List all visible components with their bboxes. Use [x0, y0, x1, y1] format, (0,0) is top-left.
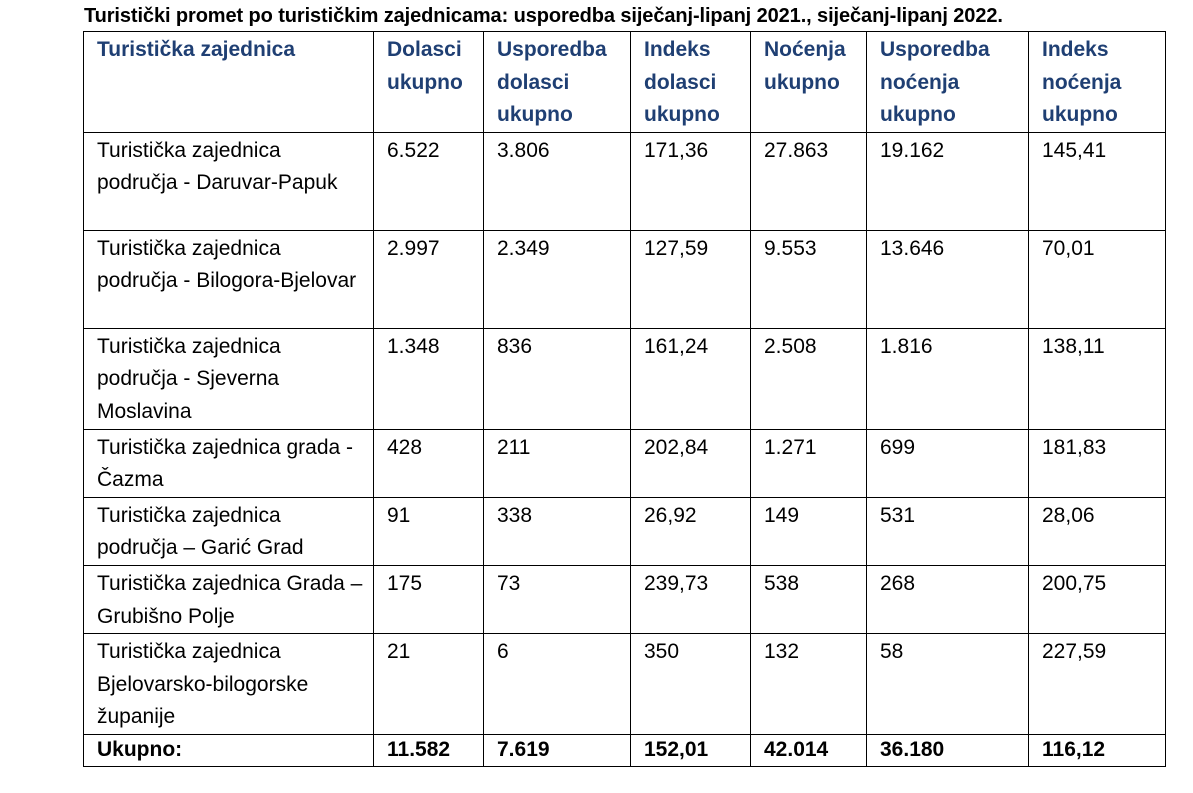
total-indeks-dolasci: 152,01 — [631, 734, 751, 766]
total-usporedba-dolasci: 7.619 — [484, 734, 631, 766]
total-indeks-nocenja: 116,12 — [1029, 734, 1166, 766]
cell-dolasci: 21 — [374, 634, 484, 735]
cell-dolasci: 6.522 — [374, 132, 484, 230]
cell-usporedba-dolasci: 338 — [484, 497, 631, 565]
cell-indeks-nocenja: 227,59 — [1029, 634, 1166, 735]
cell-zajednica: Turistička zajednica područja - Bilogora-Bjelovar — [84, 230, 374, 328]
cell-indeks-dolasci: 161,24 — [631, 328, 751, 429]
cell-indeks-dolasci: 239,73 — [631, 565, 751, 633]
column-header-nocenja: Noćenja ukupno — [751, 32, 867, 133]
column-header-usporedba-dolasci: Usporedba dolasci ukupno — [484, 32, 631, 133]
cell-zajednica: Turistička zajednica grada - Čazma — [84, 429, 374, 497]
cell-usporedba-nocenja: 268 — [867, 565, 1029, 633]
cell-usporedba-nocenja: 531 — [867, 497, 1029, 565]
cell-indeks-dolasci: 171,36 — [631, 132, 751, 230]
total-dolasci: 11.582 — [374, 734, 484, 766]
tourism-table — [83, 31, 1166, 767]
cell-zajednica: Turistička zajednica područja - Sjeverna Moslavina — [84, 328, 374, 429]
table-row — [84, 132, 1166, 230]
cell-nocenja: 538 — [751, 565, 867, 633]
table-row — [84, 328, 1166, 429]
cell-dolasci: 2.997 — [374, 230, 484, 328]
cell-usporedba-dolasci: 211 — [484, 429, 631, 497]
table-row — [84, 429, 1166, 497]
cell-usporedba-nocenja: 13.646 — [867, 230, 1029, 328]
table-total-row — [84, 734, 1166, 766]
table-header-row — [84, 32, 1166, 133]
column-header-dolasci: Dolasci ukupno — [374, 32, 484, 133]
cell-zajednica: Turistička zajednica Grada – Grubišno Polje — [84, 565, 374, 633]
column-header-zajednica: Turistička zajednica — [84, 32, 374, 133]
cell-indeks-nocenja: 145,41 — [1029, 132, 1166, 230]
cell-zajednica: Turistička zajednica područja – Garić Grad — [84, 497, 374, 565]
table-row — [84, 634, 1166, 735]
cell-usporedba-nocenja: 19.162 — [867, 132, 1029, 230]
cell-nocenja: 149 — [751, 497, 867, 565]
cell-dolasci: 91 — [374, 497, 484, 565]
column-header-usporedba-nocenja: Usporedba noćenja ukupno — [867, 32, 1029, 133]
cell-usporedba-dolasci: 73 — [484, 565, 631, 633]
cell-nocenja: 1.271 — [751, 429, 867, 497]
cell-usporedba-dolasci: 6 — [484, 634, 631, 735]
cell-indeks-nocenja: 28,06 — [1029, 497, 1166, 565]
cell-nocenja: 2.508 — [751, 328, 867, 429]
cell-indeks-dolasci: 202,84 — [631, 429, 751, 497]
total-usporedba-nocenja: 36.180 — [867, 734, 1029, 766]
total-label: Ukupno: — [84, 734, 374, 766]
total-nocenja: 42.014 — [751, 734, 867, 766]
cell-indeks-dolasci: 26,92 — [631, 497, 751, 565]
table-row — [84, 230, 1166, 328]
cell-indeks-nocenja: 70,01 — [1029, 230, 1166, 328]
cell-indeks-nocenja: 200,75 — [1029, 565, 1166, 633]
column-header-indeks-nocenja: Indeks noćenja ukupno — [1029, 32, 1166, 133]
cell-nocenja: 27.863 — [751, 132, 867, 230]
cell-usporedba-dolasci: 836 — [484, 328, 631, 429]
cell-usporedba-nocenja: 699 — [867, 429, 1029, 497]
cell-indeks-nocenja: 138,11 — [1029, 328, 1166, 429]
column-header-indeks-dolasci: Indeks dolasci ukupno — [631, 32, 751, 133]
cell-zajednica: Turistička zajednica područja - Daruvar-Papuk — [84, 132, 374, 230]
cell-dolasci: 428 — [374, 429, 484, 497]
cell-usporedba-nocenja: 1.816 — [867, 328, 1029, 429]
cell-dolasci: 175 — [374, 565, 484, 633]
cell-indeks-dolasci: 350 — [631, 634, 751, 735]
cell-indeks-dolasci: 127,59 — [631, 230, 751, 328]
table-row — [84, 565, 1166, 633]
table-row — [84, 497, 1166, 565]
cell-nocenja: 132 — [751, 634, 867, 735]
cell-dolasci: 1.348 — [374, 328, 484, 429]
cell-usporedba-nocenja: 58 — [867, 634, 1029, 735]
cell-usporedba-dolasci: 2.349 — [484, 230, 631, 328]
cell-nocenja: 9.553 — [751, 230, 867, 328]
document-title: Turistički promet po turističkim zajednicama: usporedba siječanj-lipanj 2021., siječanj-lipanj 2022. — [84, 5, 1003, 27]
cell-indeks-nocenja: 181,83 — [1029, 429, 1166, 497]
cell-zajednica: Turistička zajednica Bjelovarsko-bilogorske županije — [84, 634, 374, 735]
cell-usporedba-dolasci: 3.806 — [484, 132, 631, 230]
